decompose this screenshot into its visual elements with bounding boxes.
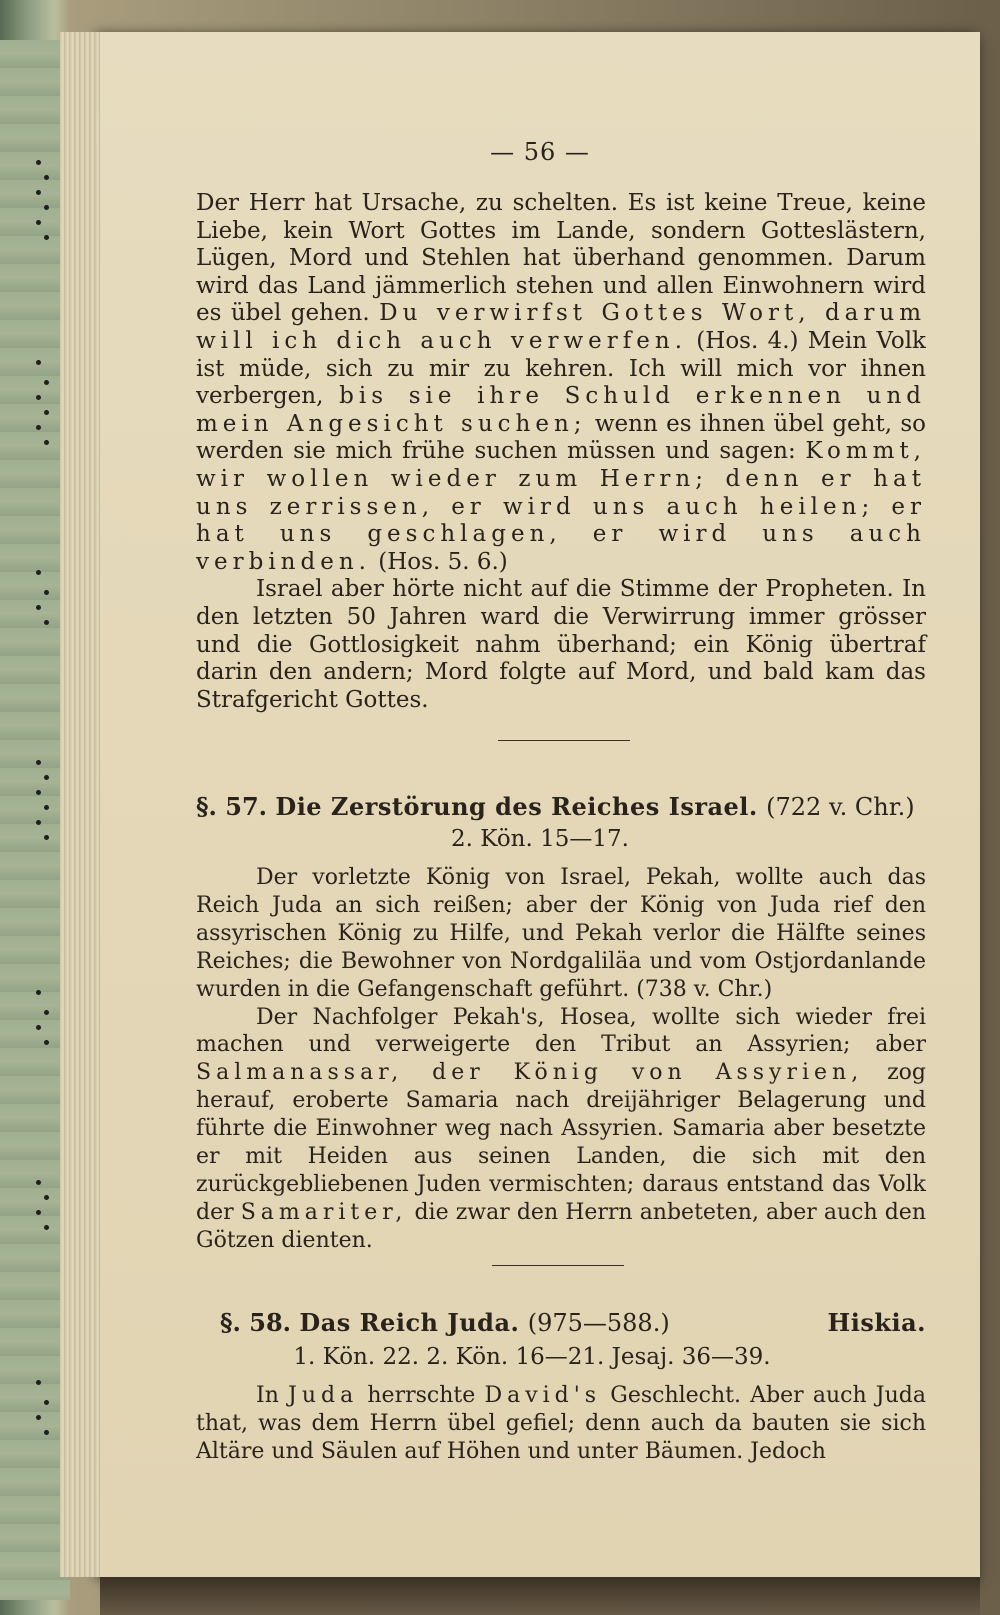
edge-dot: [44, 1010, 49, 1015]
edge-dot: [36, 605, 41, 610]
section-divider: [498, 740, 630, 741]
edge-dot: [44, 590, 49, 595]
spaced-text: Kommt, wir wollen wieder zum Herrn; denn er hat uns zerrissen, er wird uns auch heilen; er hat uns geschlagen, er wird uns auch verbinden.: [196, 438, 926, 575]
spaced-text: Salmanassar, der König von Assyrien,: [196, 1060, 864, 1086]
section-57-number: §. 57.: [196, 792, 268, 821]
section-58-title: Das Reich Juda.: [299, 1308, 520, 1337]
text-run: Der Herr hat Ursache, zu schelten. Es ist keine Treue, keine Liebe, kein Wort Gottes im Lande, sondern Gotteslästern, Lügen, Mord und Stehlen hat überhand genommen. Darum wird das Land jämmerlich stehen und allen Einwohnern wird es übel gehen.: [196, 190, 926, 327]
paragraph: [196, 864, 926, 1004]
spaced-text: Juda: [288, 1383, 359, 1408]
edge-dot: [36, 1025, 41, 1030]
section-divider: [492, 1265, 624, 1266]
edge-dot: [44, 835, 49, 840]
spaced-text: David's: [484, 1383, 602, 1408]
paragraph: [196, 1004, 926, 1255]
edge-dot: [44, 775, 49, 780]
edge-dot: [44, 805, 49, 810]
text-run: Geschlecht. Aber auch Juda that, was dem Herrn übel gefiel; denn auch da bauten sie sich Altäre und Säulen auf Höhen und unter Bäumen. Jedoch: [196, 1383, 926, 1464]
edge-dot: [44, 205, 49, 210]
edge-dot: [36, 220, 41, 225]
edge-dot: [44, 1195, 49, 1200]
intro-text: [196, 190, 926, 714]
edge-dot: [44, 1430, 49, 1435]
section-58-date: (975—588.): [527, 1309, 670, 1337]
text-run: herrschte: [358, 1383, 485, 1408]
edge-dot: [36, 1180, 41, 1185]
section-57-date: (722 v. Chr.): [766, 793, 915, 821]
section-58-reference: 1. Kön. 22. 2. Kön. 16—21. Jesaj. 36—39.: [293, 1344, 771, 1370]
text-run: Der Nachfolger Pekah's, Hosea, wollte sich wieder frei machen und verweigerte den Tribut an Assyrien; aber: [196, 1004, 926, 1058]
edge-dot: [44, 1400, 49, 1405]
edge-dot: [36, 160, 41, 165]
text-run: (Hos. 5. 6.): [370, 548, 508, 575]
edge-dot: [36, 1415, 41, 1420]
edge-dot: [44, 620, 49, 625]
section-58-text: [196, 1382, 926, 1466]
edge-dot: [36, 790, 41, 795]
text-run: die zwar den Herrn anbeteten, aber auch den Götzen dienten.: [196, 1199, 926, 1253]
section-57-heading: [196, 792, 926, 821]
edge-dot: [44, 410, 49, 415]
paragraph: [196, 576, 926, 714]
section-57-title: Die Zerstörung des Reiches Israel.: [275, 792, 758, 821]
text-run: wenn es ihnen übel geht, so werden sie mich frühe suchen müssen und sagen:: [196, 410, 926, 465]
edge-dot: [44, 175, 49, 180]
section-57-text: [196, 864, 926, 1255]
edge-dot: [36, 820, 41, 825]
edge-dot: [44, 380, 49, 385]
page-number: — 56 —: [490, 138, 590, 166]
edge-dot: [36, 1380, 41, 1385]
edge-dot: [36, 990, 41, 995]
section-58-name: Hiskia.: [827, 1308, 926, 1337]
edge-dot: [44, 440, 49, 445]
edge-dot: [36, 760, 41, 765]
edge-dot: [36, 360, 41, 365]
spaced-text: Samariter,: [240, 1199, 408, 1225]
edge-dot: [36, 1210, 41, 1215]
edge-dot: [36, 190, 41, 195]
paragraph: [196, 1382, 926, 1466]
paragraph: [196, 190, 926, 576]
spaced-text: Du verwirfst Gottes Wort, darum will ich dich auch verwerfen.: [196, 300, 927, 354]
text-run: Der vorletzte König von Israel, Pekah, wollte auch das Reich Juda an sich reißen; aber der König von Juda rief den assyrischen König zu Hilfe, und Pekah verlor die Hälfte seines Reiches; die Bewohner von Nordgaliläa und vom Ostjordanlande wurden in die Gefangenschaft geführt. (738 v. Chr.): [196, 865, 926, 1002]
edge-dot: [44, 1225, 49, 1230]
section-57-reference: 2. Kön. 15—17.: [451, 826, 629, 852]
edge-dot: [44, 1040, 49, 1045]
text-run: In: [256, 1383, 289, 1408]
edge-dot: [44, 235, 49, 240]
page-bottom-shadow: [100, 1577, 980, 1615]
edge-dot: [36, 425, 41, 430]
section-58-number: §. 58.: [220, 1308, 292, 1337]
edge-dot: [36, 395, 41, 400]
book-page: [100, 32, 980, 1577]
text-run: Israel aber hörte nicht auf die Stimme der Propheten. In den letzten 50 Jahren ward die Verwirrung immer grösser und die Gottlosigkeit nahm überhand; ein König übertraf darin den andern; Mord folgte auf Mord, und bald kam das Strafgericht Gottes.: [196, 576, 926, 713]
text-run: zog herauf, eroberte Samaria nach dreijähriger Belagerung und führte die Einwohner weg nach Assyrien. Samaria aber besetzte er mit Heiden aus seinen Landen, die sich mit den zurückgebliebenen Juden vermischten; daraus entstand das Volk der: [196, 1060, 927, 1225]
text-run: (Hos. 4.) Mein Volk ist müde, sich zu mir zu kehren. Ich will mich vor ihnen verbergen,: [196, 327, 926, 410]
edge-dot: [36, 570, 41, 575]
spaced-text: bis sie ihre Schuld erkennen und mein Angesicht suchen;: [196, 383, 926, 437]
section-58-heading: [220, 1308, 926, 1337]
